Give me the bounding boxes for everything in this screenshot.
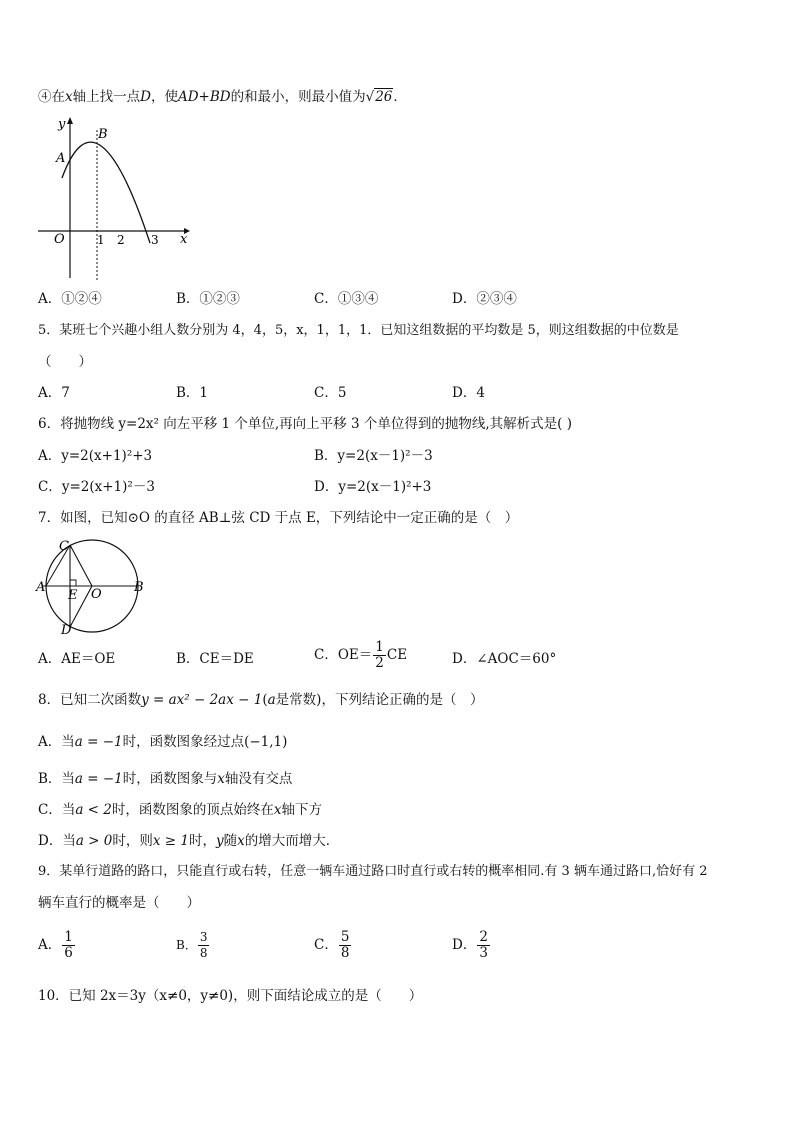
q9-option-c[interactable]: C． $\frac{5}{8}$	[314, 929, 350, 961]
label-a: A	[36, 580, 46, 595]
sqrt-radicand: 26	[375, 89, 393, 105]
q10-stem: 10．已知 2x＝3y（x≠0，y≠0)，则下面结论成立的是（ ）	[38, 988, 423, 1004]
q6-option-c[interactable]: C．y=2(x+1)²－3	[38, 479, 155, 495]
circle-graph	[34, 536, 150, 640]
q9-option-d[interactable]: D． $\frac{2}{3}$	[452, 929, 488, 961]
q8-option-b[interactable]: B．当a = −1时，函数图象与x轴没有交点	[38, 771, 293, 787]
q7-stem: 7．如图，已知⊙O 的直径 AB⊥弦 CD 于点 E，下列结论中一定正确的是（ ）	[38, 510, 519, 526]
q5-option-a[interactable]: A．7	[38, 385, 70, 401]
q6-option-d[interactable]: D．y=2(x－1)²+3	[314, 479, 432, 495]
tick-3: 3	[151, 233, 159, 247]
q7-option-c[interactable]: C．OE＝ $\frac{1}{2}$ CE	[314, 639, 408, 671]
label-c: C	[59, 539, 69, 554]
q7-option-b[interactable]: B．CE＝DE	[176, 651, 254, 667]
q4-option-d[interactable]: D．②③④	[452, 291, 517, 307]
label-y: y	[58, 117, 66, 132]
label-b: B	[98, 127, 108, 142]
q8-option-c[interactable]: C．当a < 2时，函数图象的顶点始终在x轴下方	[38, 802, 323, 818]
q7-option-a[interactable]: A．AE＝OE	[38, 651, 116, 667]
q4-item4-text: ④在x轴上找一点D，使AD+BD的和最小，则最小值为√26．	[38, 89, 407, 105]
q7-option-d[interactable]: D．∠AOC＝60°	[452, 651, 557, 667]
label-e: E	[68, 588, 78, 603]
label-o: O	[91, 587, 102, 602]
q9-option-b[interactable]: B． $\frac{3}{8}$	[176, 930, 208, 960]
q8-stem: 8．已知二次函数y = ax² − 2ax − 1(a是常数)，下列结论正确的是（ ）	[38, 692, 484, 708]
right-angle-mark	[70, 580, 76, 586]
label-b: B	[134, 580, 144, 595]
parabola-graph	[34, 112, 194, 282]
tick-2: 2	[117, 233, 125, 247]
label-a: A	[56, 151, 66, 166]
q8-option-a[interactable]: A．当a = −1时，函数图象经过点(−1,1)	[38, 734, 288, 750]
q5-paren: （ ）	[38, 354, 92, 370]
q9-stem-line2: 辆车直行的概率是（ ）	[38, 895, 200, 911]
q5-option-b[interactable]: B．1	[176, 385, 209, 401]
sqrt-sign: √	[365, 89, 375, 105]
q5-option-c[interactable]: C．5	[314, 385, 347, 401]
fraction-half: $\frac{1}{2}$	[375, 639, 384, 671]
label-o: O	[54, 232, 65, 247]
q6-option-a[interactable]: A．y=2(x+1)²+3	[38, 448, 153, 464]
q4-option-c[interactable]: C．①③④	[314, 291, 379, 307]
q6-option-b[interactable]: B．y=2(x－1)²－3	[314, 448, 433, 464]
q9-stem-line1: 9．某单行道路的路口，只能直行或右转，任意一辆车通过路口时直行或右转的概率相同.有 3 辆车通过路口,恰好有 2	[38, 864, 708, 879]
q5-option-d[interactable]: D．4	[452, 385, 485, 401]
label-d: D	[61, 623, 72, 638]
label-x: x	[180, 232, 188, 247]
q4-option-a[interactable]: A．①②④	[38, 291, 102, 307]
q8-option-d[interactable]: D．当a > 0时，则x ≥ 1时，y随x的增大而增大．	[38, 833, 340, 849]
y-axis-arrow	[67, 117, 73, 124]
q9-option-a[interactable]: A． $\frac{1}{6}$	[38, 929, 73, 961]
q4-option-b[interactable]: B．①②③	[176, 291, 240, 307]
q5-stem: 5．某班七个兴趣小组人数分别为 4，4，5，x，1，1，1．已知这组数据的平均数是 5，则这组数据的中位数是	[38, 323, 679, 338]
tick-1: 1	[97, 233, 105, 247]
parabola-curve	[62, 142, 150, 243]
q6-stem: 6．将抛物线 y=2x² 向左平移 1 个单位,再向上平移 3 个单位得到的抛物线,其解析式是( )	[38, 416, 572, 432]
